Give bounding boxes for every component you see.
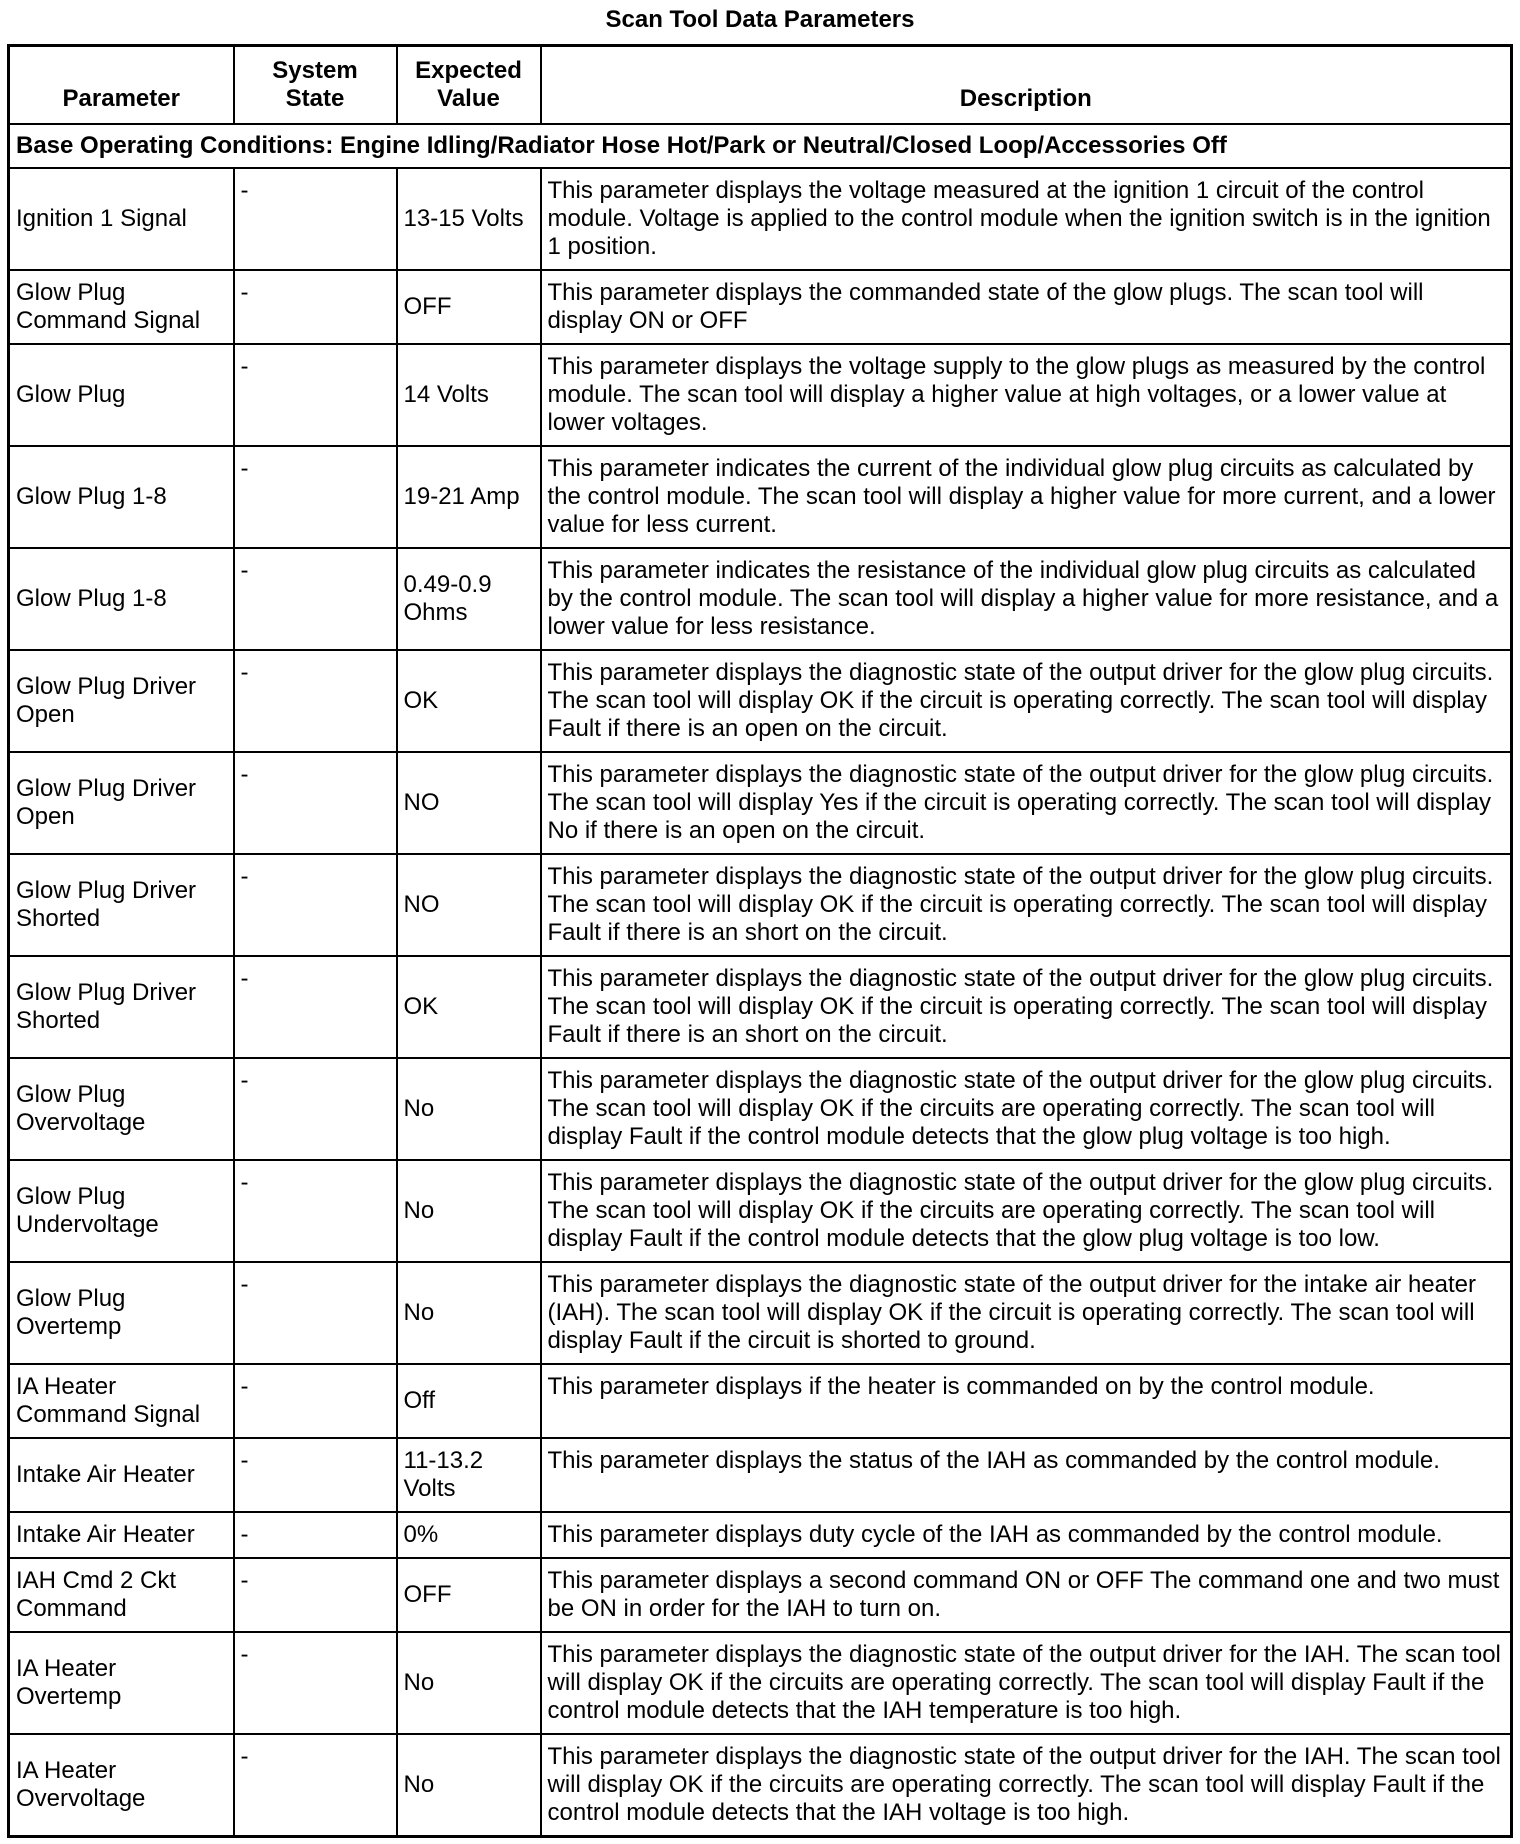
system-state-cell: - xyxy=(234,854,397,956)
table-row xyxy=(9,650,1512,752)
expected-value-cell: 0.49-0.9 Ohms xyxy=(397,548,541,650)
table-row xyxy=(9,1058,1512,1160)
description-cell: This parameter displays the diagnostic state of the output driver for the glow plug circuits. The scan tool will display OK if the circuit is operating correctly. The scan tool will display Fault if there is an short on the circuit. xyxy=(541,854,1512,956)
expected-value-cell: No xyxy=(397,1160,541,1262)
description-cell: This parameter displays the diagnostic state of the output driver for the intake air heater (IAH). The scan tool will display OK if the circuit is operating correctly. The scan tool will display Fault if the circuit is shorted to ground. xyxy=(541,1262,1512,1364)
parameter-cell: Glow Plug 1-8 xyxy=(9,548,234,650)
parameter-cell: Glow Plug Overvoltage xyxy=(9,1058,234,1160)
system-state-cell: - xyxy=(234,270,397,344)
system-state-cell: - xyxy=(234,1734,397,1837)
table-row xyxy=(9,1632,1512,1734)
expected-value-cell: No xyxy=(397,1262,541,1364)
table-row xyxy=(9,854,1512,956)
parameter-cell: Glow Plug Overtemp xyxy=(9,1262,234,1364)
table-row xyxy=(9,956,1512,1058)
parameter-cell: Glow Plug xyxy=(9,344,234,446)
description-cell: This parameter displays the diagnostic state of the output driver for the glow plug circuits. The scan tool will display OK if the circuits are operating correctly. The scan tool will display Fault if the control module detects that the glow plug voltage is too high. xyxy=(541,1058,1512,1160)
col-header-description: Description xyxy=(541,46,1512,125)
expected-value-cell: No xyxy=(397,1632,541,1734)
header-row xyxy=(9,46,1512,125)
system-state-cell: - xyxy=(234,168,397,270)
expected-value-cell: 14 Volts xyxy=(397,344,541,446)
system-state-cell: - xyxy=(234,446,397,548)
description-cell: This parameter displays if the heater is commanded on by the control module. xyxy=(541,1364,1512,1438)
expected-value-cell: NO xyxy=(397,752,541,854)
expected-value-cell: No xyxy=(397,1734,541,1837)
parameter-cell: Glow Plug Driver Shorted xyxy=(9,956,234,1058)
table-row xyxy=(9,344,1512,446)
system-state-cell: - xyxy=(234,752,397,854)
scan-tool-data-table xyxy=(7,44,1513,1838)
expected-value-cell: 11-13.2 Volts xyxy=(397,1438,541,1512)
table-row xyxy=(9,752,1512,854)
system-state-cell: - xyxy=(234,956,397,1058)
col-header-system-state: System State xyxy=(234,46,397,125)
section-header-row xyxy=(9,124,1512,168)
expected-value-cell: OK xyxy=(397,956,541,1058)
parameter-cell: IAH Cmd 2 Ckt Command xyxy=(9,1558,234,1632)
expected-value-cell: OFF xyxy=(397,270,541,344)
table-row xyxy=(9,1512,1512,1558)
expected-value-cell: 19-21 Amp xyxy=(397,446,541,548)
description-cell: This parameter indicates the current of the individual glow plug circuits as calculated by the control module. The scan tool will display a higher value for more current, and a lower value for less current. xyxy=(541,446,1512,548)
expected-value-cell: OK xyxy=(397,650,541,752)
description-cell: This parameter displays the diagnostic state of the output driver for the glow plug circuits. The scan tool will display OK if the circuit is operating correctly. The scan tool will display Fault if there is an short on the circuit. xyxy=(541,956,1512,1058)
system-state-cell: - xyxy=(234,1632,397,1734)
expected-value-cell: OFF xyxy=(397,1558,541,1632)
system-state-cell: - xyxy=(234,1262,397,1364)
system-state-cell: - xyxy=(234,650,397,752)
description-cell: This parameter displays duty cycle of the IAH as commanded by the control module. xyxy=(541,1512,1512,1558)
description-cell: This parameter displays the diagnostic state of the output driver for the glow plug circuits. The scan tool will display OK if the circuits are operating correctly. The scan tool will display Fault if the control module detects that the glow plug voltage is too low. xyxy=(541,1160,1512,1262)
system-state-cell: - xyxy=(234,1058,397,1160)
expected-value-cell: 13-15 Volts xyxy=(397,168,541,270)
parameter-cell: Glow Plug Command Signal xyxy=(9,270,234,344)
table-row xyxy=(9,1262,1512,1364)
table-row xyxy=(9,1438,1512,1512)
parameter-cell: IA Heater Overtemp xyxy=(9,1632,234,1734)
table-body xyxy=(9,168,1512,1837)
system-state-cell: - xyxy=(234,548,397,650)
section-header: Base Operating Conditions: Engine Idling/Radiator Hose Hot/Park or Neutral/Closed Loop/Accessories Off xyxy=(9,124,1512,168)
description-cell: This parameter displays the diagnostic state of the output driver for the glow plug circuits. The scan tool will display OK if the circuit is operating correctly. The scan tool will display Fault if there is an open on the circuit. xyxy=(541,650,1512,752)
table-row xyxy=(9,1160,1512,1262)
table-row xyxy=(9,168,1512,270)
description-cell: This parameter displays the diagnostic state of the output driver for the glow plug circuits. The scan tool will display Yes if the circuit is operating correctly. The scan tool will display No if there is an open on the circuit. xyxy=(541,752,1512,854)
parameter-cell: Ignition 1 Signal xyxy=(9,168,234,270)
description-cell: This parameter displays the diagnostic state of the output driver for the IAH. The scan tool will display OK if the circuits are operating correctly. The scan tool will display Fault if the control module detects that the IAH temperature is too high. xyxy=(541,1632,1512,1734)
parameter-cell: Intake Air Heater xyxy=(9,1512,234,1558)
system-state-cell: - xyxy=(234,1512,397,1558)
parameter-cell: IA Heater Command Signal xyxy=(9,1364,234,1438)
parameter-cell: Glow Plug Driver Open xyxy=(9,752,234,854)
description-cell: This parameter indicates the resistance of the individual glow plug circuits as calculated by the control module. The scan tool will display a higher value for more resistance, and a lower value for less resistance. xyxy=(541,548,1512,650)
table-row xyxy=(9,446,1512,548)
expected-value-cell: NO xyxy=(397,854,541,956)
parameter-cell: Glow Plug Undervoltage xyxy=(9,1160,234,1262)
description-cell: This parameter displays the voltage measured at the ignition 1 circuit of the control module. Voltage is applied to the control module when the ignition switch is in the ignition 1 position. xyxy=(541,168,1512,270)
expected-value-cell: 0% xyxy=(397,1512,541,1558)
description-cell: This parameter displays a second command ON or OFF The command one and two must be ON in order for the IAH to turn on. xyxy=(541,1558,1512,1632)
description-cell: This parameter displays the commanded state of the glow plugs. The scan tool will display ON or OFF xyxy=(541,270,1512,344)
description-cell: This parameter displays the diagnostic state of the output driver for the IAH. The scan tool will display OK if the circuits are operating correctly. The scan tool will display Fault if the control module detects that the IAH voltage is too high. xyxy=(541,1734,1512,1837)
parameter-cell: Glow Plug Driver Shorted xyxy=(9,854,234,956)
expected-value-cell: No xyxy=(397,1058,541,1160)
system-state-cell: - xyxy=(234,1438,397,1512)
parameter-cell: Glow Plug 1-8 xyxy=(9,446,234,548)
description-cell: This parameter displays the voltage supply to the glow plugs as measured by the control module. The scan tool will display a higher value at high voltages, or a lower value at lower voltages. xyxy=(541,344,1512,446)
system-state-cell: - xyxy=(234,1364,397,1438)
parameter-cell: Glow Plug Driver Open xyxy=(9,650,234,752)
expected-value-cell: Off xyxy=(397,1364,541,1438)
table-row xyxy=(9,548,1512,650)
table-row xyxy=(9,270,1512,344)
col-header-expected-value: Expected Value xyxy=(397,46,541,125)
system-state-cell: - xyxy=(234,344,397,446)
table-row xyxy=(9,1364,1512,1438)
system-state-cell: - xyxy=(234,1160,397,1262)
parameter-cell: Intake Air Heater xyxy=(9,1438,234,1512)
page-title: Scan Tool Data Parameters xyxy=(605,6,915,33)
description-cell: This parameter displays the status of the IAH as commanded by the control module. xyxy=(541,1438,1512,1512)
parameter-cell: IA Heater Overvoltage xyxy=(9,1734,234,1837)
system-state-cell: - xyxy=(234,1558,397,1632)
col-header-parameter: Parameter xyxy=(9,46,234,125)
table-row xyxy=(9,1558,1512,1632)
table-row xyxy=(9,1734,1512,1837)
